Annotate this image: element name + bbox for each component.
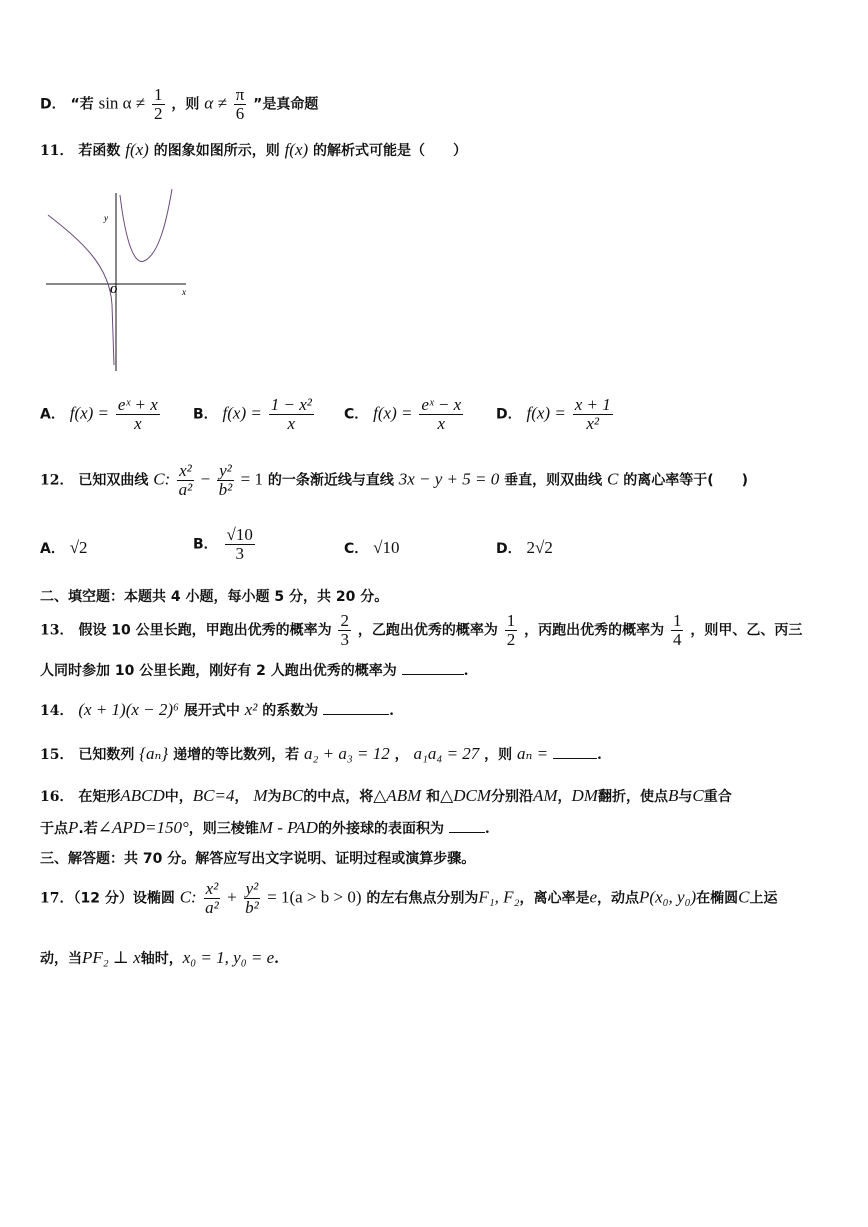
q12-option-b[interactable]: B． $\frac{√10}{3}$ — [193, 525, 253, 563]
question-number: 16． — [40, 789, 74, 805]
fraction: $\frac{2}{3}$ — [340, 611, 349, 649]
question-17: 17．（12 分）设椭圆 C: $\frac{\text{x²}}{\text{a²}}$ + $\frac{\text{y²}}{\text{b²}}$ = 1(a > b > 0) 的左右焦点分别为F₁, F₂，离心率是e，动点P(x₀, y₀)在椭圆C上运 — [40, 879, 778, 917]
q12-option-a[interactable]: A． √2 — [40, 538, 88, 557]
fraction: $\frac{\text{x²}}{\text{a²}}$ — [205, 879, 219, 917]
section-3-heading: 三、解答题：共 70 分。解答应写出文字说明、证明过程或演算步骤。 — [40, 851, 476, 867]
question-number: 12． — [40, 472, 74, 489]
question-16: 16． 在矩形ABCD中，BC=4， M为BC的中点，将△ABM 和△DCM分别沿AM，DM翻折，使点B与C重合 — [40, 786, 732, 805]
fraction: $\frac{\text{y²}}{\text{b²}}$ — [245, 879, 259, 917]
question-13: 13． 假设 10 公里长跑，甲跑出优秀的概率为 $\frac{2}{3}$ ，乙跑出优秀的概率为 $\frac{1}{2}$ ，丙跑出优秀的概率为 $\frac{1}{4}$ ，则甲、乙、丙三 — [40, 611, 803, 649]
question-number: 17． — [40, 890, 74, 907]
origin-label: O — [110, 285, 118, 296]
function-graph — [40, 185, 200, 375]
fraction: $\frac{x + 1}{\text{x²}}$ — [574, 395, 611, 433]
fraction: $\frac{\text{y²}}{\text{b²}}$ — [218, 461, 233, 499]
question-15: 15． 已知数列 {aₙ} 递增的等比数列，若 a₂ + a₃ = 12 ， a₁a₄ = 27 ，则 aₙ = . — [40, 744, 602, 763]
q11-option-a[interactable]: A． f(x) = $\frac{\text{eˣ + x}}{x}$ — [40, 395, 158, 433]
q11-option-b[interactable]: B． f(x) = $\frac{\text{1 − x²}}{x}$ — [193, 395, 312, 433]
fraction: $\frac{\text{eˣ + x}}{x}$ — [117, 395, 158, 433]
q12-option-c[interactable]: C． √10 — [344, 538, 400, 557]
left-branch — [48, 215, 114, 365]
section-2-heading: 二、填空题：本题共 4 小题，每小题 5 分，共 20 分。 — [40, 589, 389, 605]
question-11: 11． 若函数 f(x) 的图象如图所示，则 f(x) 的解析式可能是（ ） — [40, 140, 468, 159]
option-d-line: D． “若 sin α ≠ $\frac{1}{2}$ ，则 α ≠ $\frac{\pi}{6}$ ”是真命题 — [40, 85, 319, 123]
q11-option-c[interactable]: C． f(x) = $\frac{\text{eˣ − x}}{x}$ — [344, 395, 462, 433]
question-13-line-2: 人同时参加 10 公里长跑，刚好有 2 人跑出优秀的概率为 . — [40, 660, 468, 680]
question-12: 12． 已知双曲线 C: $\frac{\text{x²}}{\text{a²}}$ − $\frac{\text{y²}}{\text{b²}}$ = 1 的一条渐近线与直线 3x − y + 5 = 0 垂直，则双曲线 C 的离心率等于( ) — [40, 461, 749, 499]
question-number: 14． — [40, 703, 74, 719]
fraction: $\frac{1}{2}$ — [154, 85, 163, 123]
question-number: 11． — [40, 143, 74, 159]
question-14: 14． (x + 1)(x − 2)⁶ 展开式中 x² 的系数为 . — [40, 700, 394, 719]
y-axis-label: y — [104, 213, 108, 223]
question-number: 15． — [40, 747, 74, 763]
question-17-line-2: 动，当PF₂ ⊥ x轴时，x₀ = 1, y₀ = e. — [40, 948, 279, 967]
q12-option-d[interactable]: D． 2√2 — [496, 538, 553, 557]
question-16-line-2: 于点P.若∠APD=150°，则三棱锥M - PAD的外接球的表面积为 . — [40, 818, 490, 837]
fraction: $\frac{\text{x²}}{\text{a²}}$ — [178, 461, 193, 499]
fraction: $\frac{√10}{3}$ — [226, 525, 253, 563]
answer-blank[interactable] — [449, 818, 485, 833]
question-number: 13． — [40, 622, 74, 639]
answer-blank[interactable] — [323, 700, 389, 715]
fraction: $\frac{1}{2}$ — [506, 611, 516, 649]
score: （12 分） — [73, 890, 133, 907]
fraction: $\frac{1}{4}$ — [672, 611, 682, 649]
answer-blank[interactable] — [402, 660, 464, 675]
answer-blank[interactable] — [553, 744, 597, 759]
fraction: $\frac{\text{eˣ − x}}{x}$ — [421, 395, 462, 433]
x-axis-label: x — [182, 287, 186, 297]
option-label: D． — [40, 96, 66, 113]
q11-option-d[interactable]: D． f(x) = $\frac{x + 1}{\text{x²}}$ — [496, 395, 611, 433]
fraction: $\frac{\pi}{6}$ — [235, 85, 245, 123]
right-branch — [120, 189, 172, 261]
fraction: $\frac{\text{1 − x²}}{x}$ — [270, 395, 312, 433]
